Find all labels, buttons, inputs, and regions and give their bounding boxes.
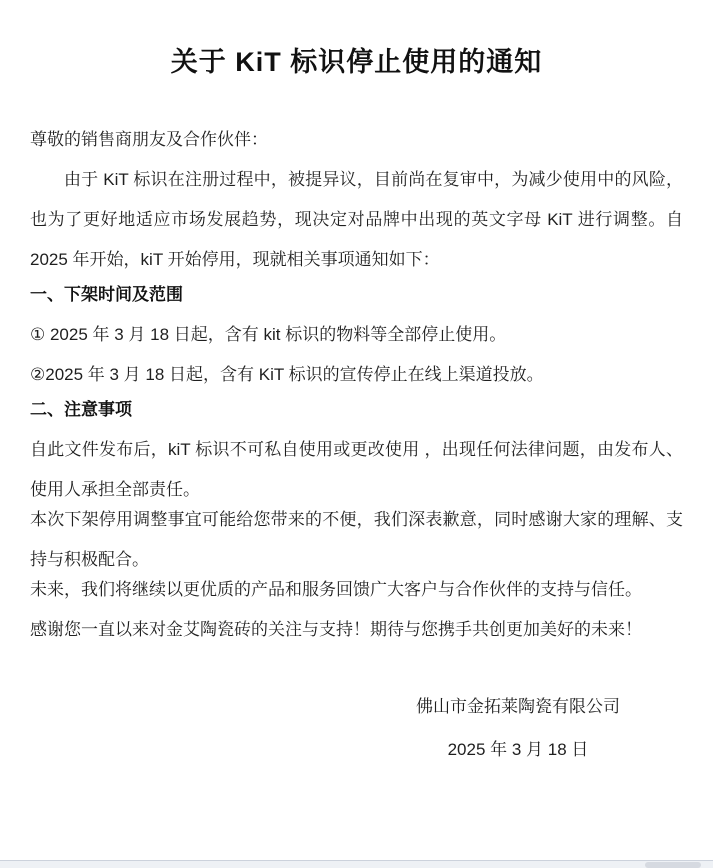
horizontal-scrollbar-track[interactable] — [0, 860, 713, 868]
intro-paragraph: 由于 KiT 标识在注册过程中，被提异议，目前尚在复审中，为减少使用中的风险，也为了更好地适应市场发展趋势，现决定对品牌中出现的英文字母 KiT 进行调整。自 2025 年开始，kiT 开始停用，现就相关事项通知如下： — [30, 170, 683, 269]
section-2-paragraph-1: 自此文件发布后，kiT 标识不可私自使用或更改使用 ，出现任何法律问题，由发布人、使用人承担全部责任。 — [30, 440, 683, 499]
section-1-heading: 一、下架时间及范围 — [30, 285, 183, 304]
notice-title: 关于 KiT 标识停止使用的通知 — [170, 47, 543, 77]
section-1-item-1: ① 2025 年 3 月 18 日起，含有 kit 标识的物料等全部停止使用。 — [30, 325, 507, 344]
signature-block — [416, 687, 620, 770]
section-2-paragraph-4: 感谢您一直以来对金艾陶瓷砖的关注与支持！期待与您携手共创更加美好的未来！ — [30, 620, 642, 639]
section-2-paragraph-2: 本次下架停用调整事宜可能给您带来的不便，我们深表歉意，同时感谢大家的理解、支持与积极配合。 — [30, 510, 683, 569]
notice-body — [30, 120, 683, 650]
signature-date: 2025 年 3 月 18 日 — [447, 740, 589, 759]
signature-company-name: 佛山市金拓莱陶瓷有限公司 — [416, 697, 620, 716]
horizontal-scrollbar-thumb[interactable] — [645, 862, 701, 868]
greeting-line: 尊敬的销售商朋友及合作伙伴： — [30, 130, 268, 149]
section-2-heading: 二、注意事项 — [30, 400, 132, 419]
section-2-paragraph-3: 未来，我们将继续以更优质的产品和服务回馈广大客户与合作伙伴的支持与信任。 — [30, 580, 642, 599]
section-1-item-2: ②2025 年 3 月 18 日起，含有 KiT 标识的宣传停止在线上渠道投放。 — [30, 365, 544, 384]
